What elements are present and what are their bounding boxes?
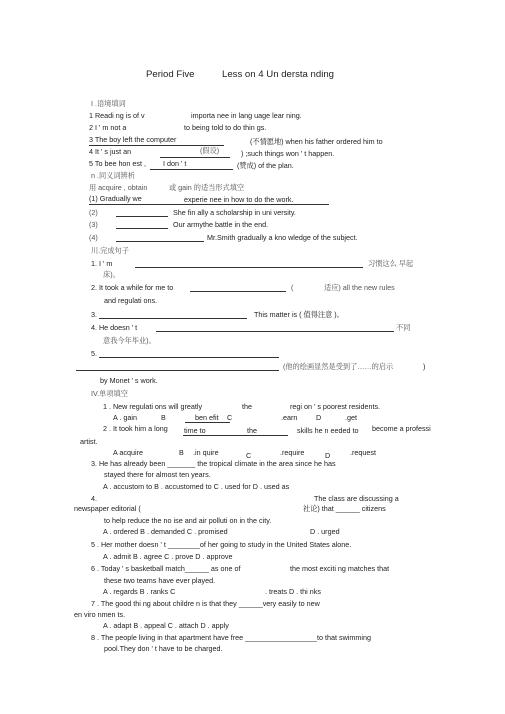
s2-line4-blank [116,241,204,242]
s1-line5-c: (赞成) of the plan. [237,161,294,170]
s1-line5-a: 5 To bee hon est , [89,159,147,168]
s2-line1-underline [89,204,329,205]
s1-line2-a: 2 I ' m not a [89,123,127,132]
s2-intro-b: 或 gain 的适当形式填空 [169,183,245,192]
q1-option-c: C [227,413,233,422]
q2-option-a: A acquire [113,448,143,457]
s3-line6-a: (他的绘画显然是受到了……的启示 [283,362,394,371]
s2-line3-b: Our armythe battle in the end. [173,220,269,229]
q4-stem-b: The class are discussing a [314,494,399,503]
q4-stem-c: newspaper editorial ( [74,504,141,513]
q7-stem: 7 . The good thi ng about childre n is that they ______very easily to new [91,599,320,608]
q4-stem: 4. [91,494,97,503]
q2-option-d-text: .request [350,448,376,457]
q7-options: A . adapt B . appeal C . attach D . apply [103,621,229,630]
q2-option-d: D [325,451,331,460]
s4-heading: IV.单项填空 [91,389,128,398]
q3-stem-b: stayed there for almost ten years. [104,470,211,479]
s3-line4-a: 4. He doesn ' t [91,323,138,332]
q2-option-b-text: .in quire [193,448,219,457]
s1-line5-underline [150,169,233,170]
s3-line2-c: 适应) all the new rules [324,283,395,292]
s2-line4-b: Mr.Smith gradually a kno wledge of the subject. [207,233,358,242]
q1-the: the [242,402,252,411]
q8-stem: 8 . The people living in that apartment have free __________________to that swimming [91,633,371,642]
q3-stem: 3. He has already been _______ the tropical climate in the area since he has [91,459,336,468]
q4-option-d: D . urged [310,527,340,536]
q4-stem-d: 社论) that ______ citizens [303,504,386,513]
q1-option-a: A . gain [113,413,137,422]
q5-stem: 5 . Her mother doesn ' t ________of her going to study in the United States alone. [91,540,352,549]
s2-line4-a: (4) [89,233,98,242]
s1-line4-a: 4 It ' s just an [89,147,132,156]
q1-stem: 1 . New regulati ons will greatly [103,402,203,411]
q6-options: A . regards B . ranks C [103,587,176,596]
s3-line3-blank [99,318,247,319]
s3-line2-blank [190,291,286,292]
q2-option-b: B [179,448,184,457]
s3-line1-b: 习惯这么 早起 [368,259,414,268]
q6-stem: 6 . Today ' s basketball match______ as one of [91,564,241,573]
s3-line5-a: 5. [91,349,97,358]
s1-heading: I .语境填词 [91,99,126,108]
title-period: Period Five [146,69,195,80]
s3-line5-blank [99,357,279,358]
q2-the: the [247,426,257,435]
q1-option-d-text: .get [345,413,357,422]
q6-stem-c: these two teams have ever played. [104,576,216,585]
s3-line7-a: by Monet ' s work. [100,376,158,385]
q1-option-d: D [316,413,322,422]
s3-line2-d: and regulati ons. [104,296,158,305]
s1-line1-a: 1 Readi ng is of v [89,111,145,120]
s1-line4-c: ) ;such things won ' t happen. [241,149,335,158]
q1-option-b: B [161,413,166,422]
q2-stem: 2 . It took him a long [103,424,168,433]
s3-line2-b: ( [291,283,294,292]
q1-stem-b: regi on ' s poorest residents. [290,402,381,411]
q1-option-c-text: .earn [281,413,298,422]
s3-line3-a: 3. [91,310,97,319]
q1-gain-underline [185,422,230,423]
s2-line3-a: (3) [89,220,98,229]
q2-stem-b: skills he n eeded to [297,426,359,435]
s1-line4-underline [160,157,230,158]
q4-options: A . ordered B . demanded C . promised [103,527,228,536]
q6-stem-b: the most exciti ng matches that [290,564,390,573]
s1-line4-b: (假设) [200,146,220,155]
q2-time: time to [184,426,206,435]
title-lesson: Less on 4 Un dersta nding [222,69,335,80]
s2-line1-b: experie nee in how to do the work. [184,195,294,204]
s3-line1-a: 1. I ' m [91,259,113,268]
q4-stem-e: to help reduce the no ise and air polluti on in the city. [104,516,272,525]
s3-heading: 川.完成句子 [91,246,129,255]
q5-options: A . admit B . agree C . prove D . approve [103,552,233,561]
s3-line1-blank [135,267,363,268]
s2-line2-b: She fin ally a scholarship in uni versity. [173,208,296,217]
s2-heading: n .同义词辨析 [91,171,135,180]
q1-option-b-text: ben efit [195,413,219,422]
q2-time-underline [183,435,288,436]
q3-options: A . accustom to B . accustomed to C . used for D . used as [103,482,290,491]
s3-line6-b: ) [423,362,426,371]
q8-stem-b: pool.They don ' t have to be charged. [104,644,223,653]
s2-intro-a: 用 acquire , obtain [89,183,148,192]
s3-line4-blank [156,331,394,332]
s1-line3-b: (不情愿地) when his father ordered him to [250,137,383,146]
s2-line3-blank [116,228,168,229]
q2-option-c-text: .require [280,448,305,457]
s1-line3-a: 3 The boy left the computer [89,135,177,144]
s2-line2-a: (2) [89,208,98,217]
q2-stem-d: artist. [80,437,98,446]
q7-stem-b: en viro nmen ts. [74,610,126,619]
s1-line5-b: I don ' t [163,159,187,168]
s3-line4-c: 意我今年毕业)。 [103,336,156,345]
s2-line1-a: (1) Gradually we [89,194,142,203]
q6-options-b: . treats D . thi nks [265,587,321,596]
s3-line4-b: 不同 [396,323,411,332]
s3-line6-blank [76,370,279,371]
q2-stem-c: become a professi [372,424,431,433]
q2-option-c: C [246,451,252,460]
s2-line2-blank [116,216,168,217]
s3-line3-b: This matter is ( 值得注意 )。 [254,310,344,319]
s3-line1-c: 床)。 [103,270,120,279]
s1-line1-b: importa nee in lang uage lear ning. [191,111,302,120]
s1-line2-b: to being told to do thin gs. [184,123,267,132]
s3-line2-a: 2. It took a while for me to [91,283,174,292]
